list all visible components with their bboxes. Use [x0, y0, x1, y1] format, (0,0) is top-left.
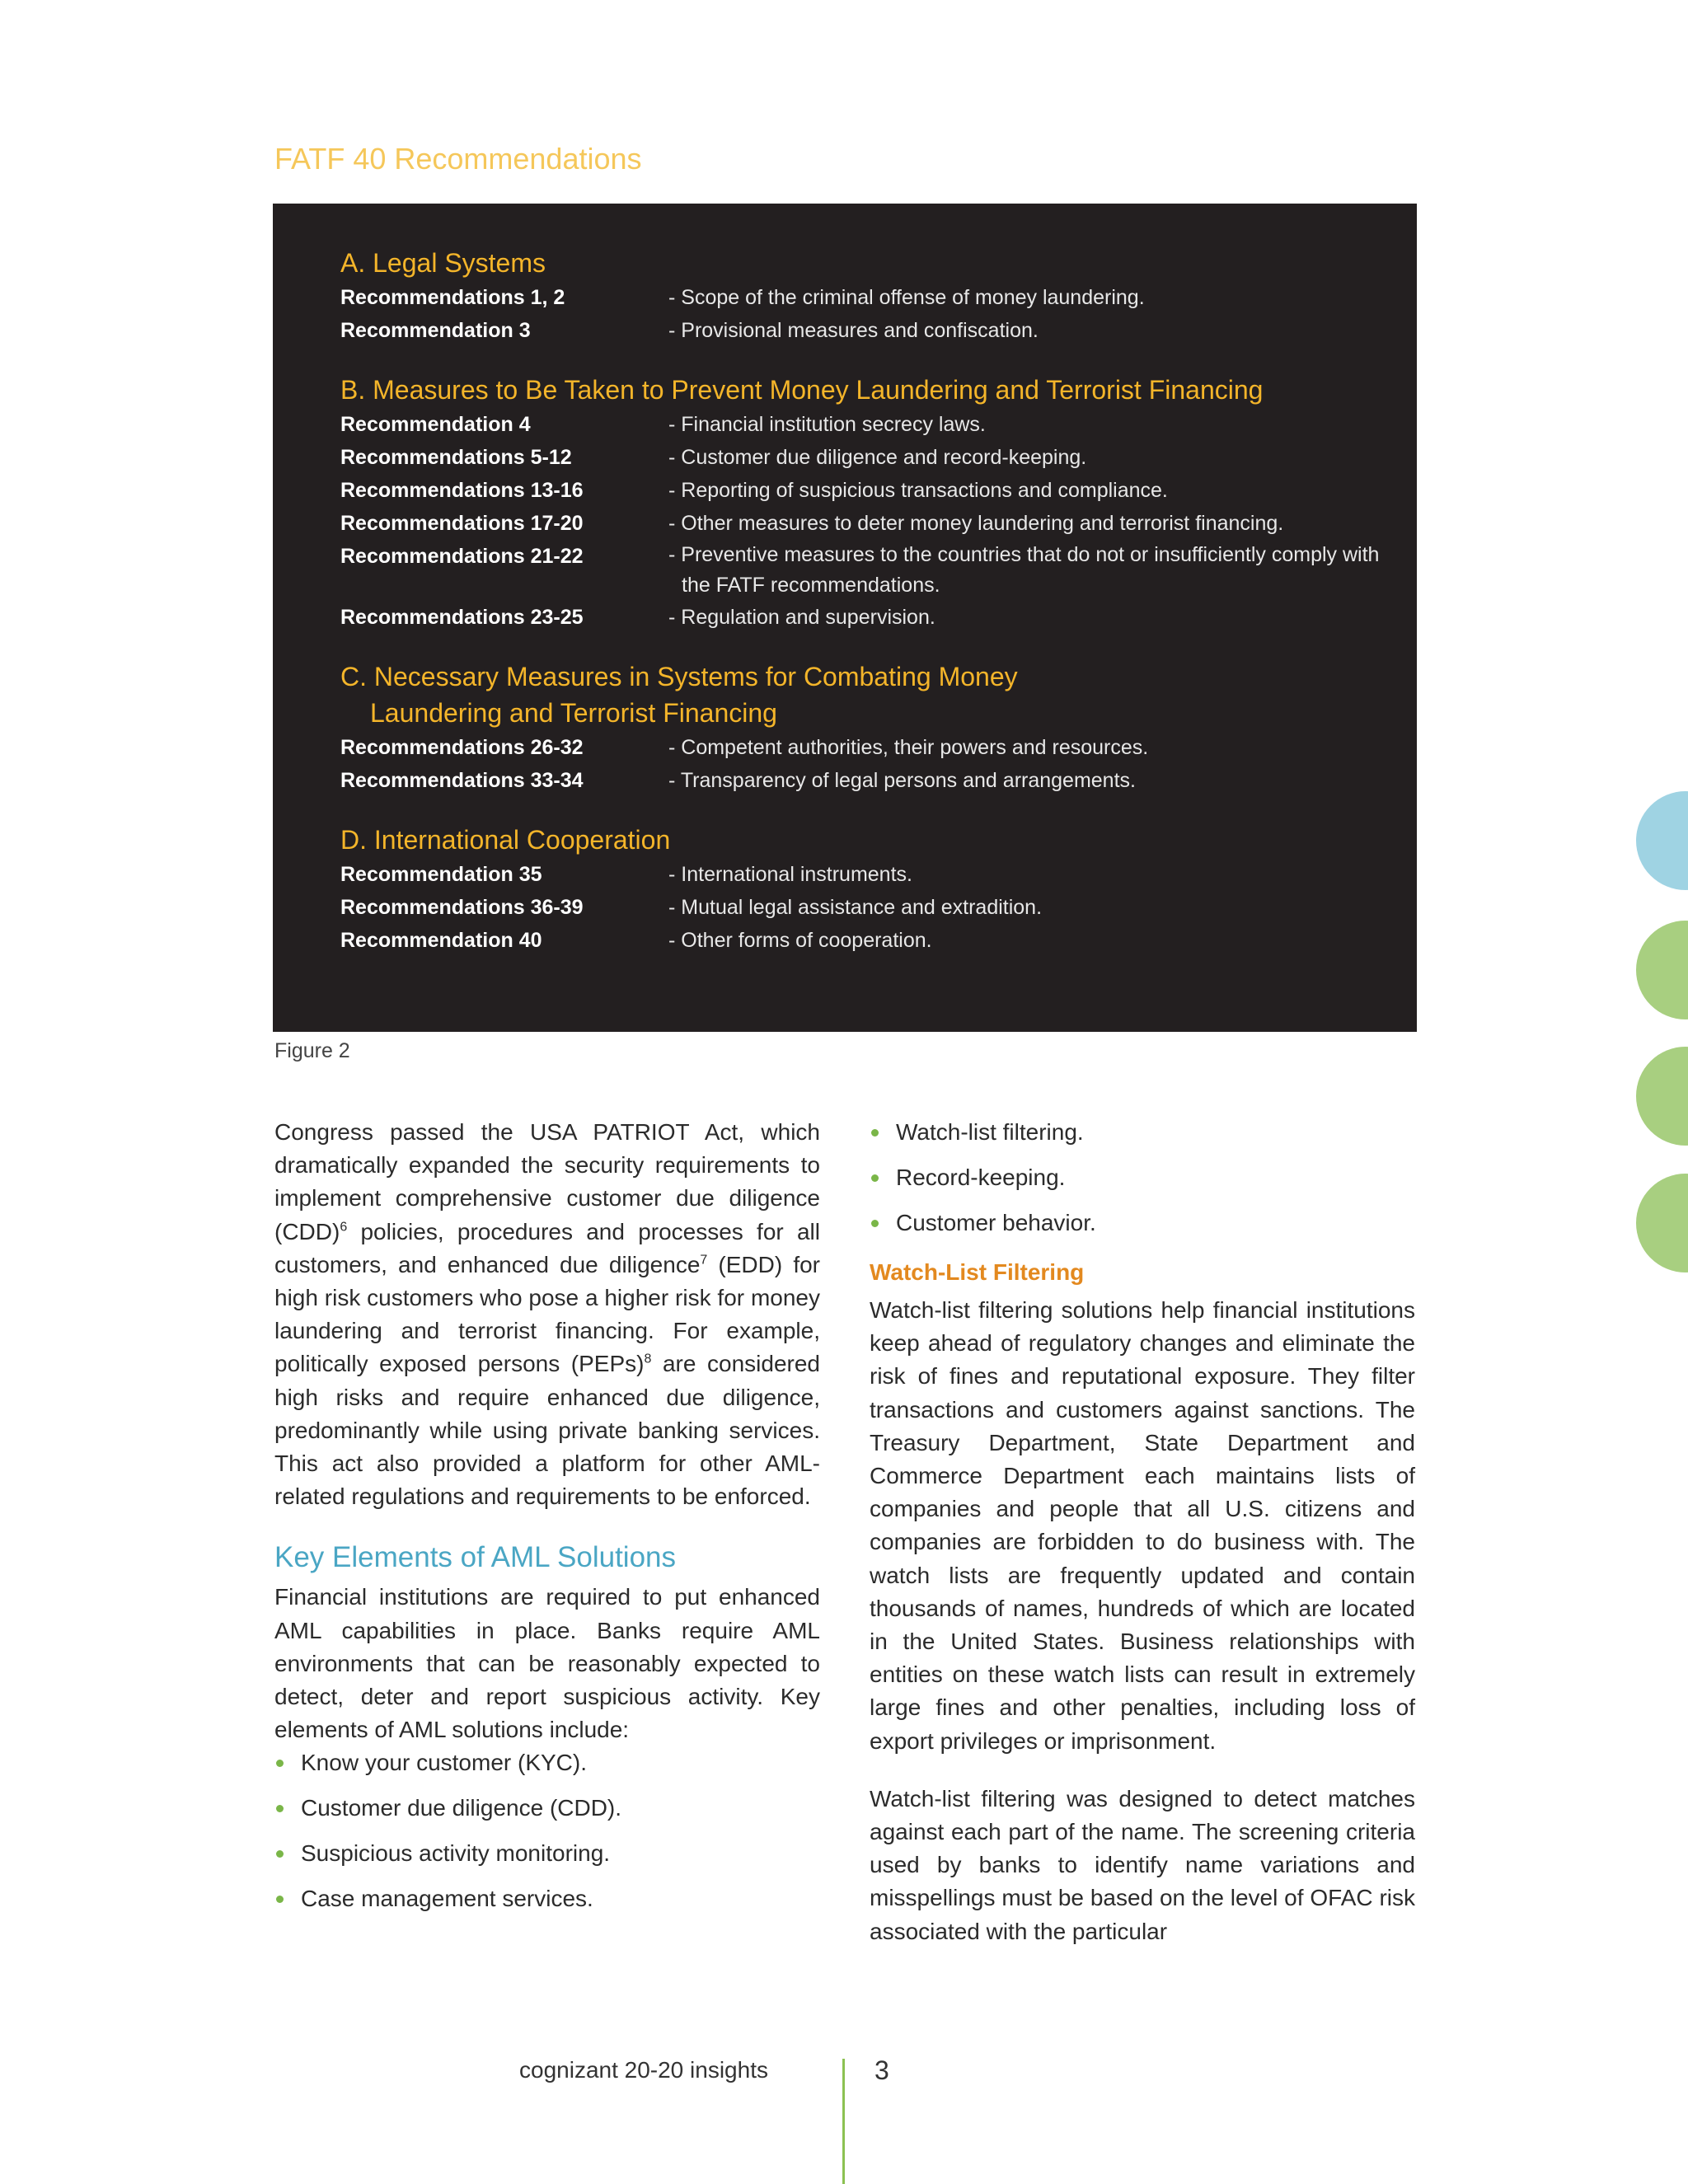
body-paragraph-patriot-act [274, 1116, 820, 1513]
list-item-text: Customer behavior. [896, 1210, 1096, 1235]
rec-name: Recommendation 4 [340, 413, 531, 436]
section-heading-a: A. Legal Systems [340, 248, 546, 278]
rec-row [340, 408, 1387, 441]
rec-row [340, 764, 1387, 797]
bullet-icon [276, 1850, 284, 1858]
section-heading-c-line1: C. Necessary Measures in Systems for Combating Money [340, 662, 1018, 691]
rec-row [340, 441, 1387, 474]
decorative-circle-green [1636, 921, 1688, 1019]
list-item-text: Know your customer (KYC). [301, 1750, 587, 1776]
rec-name: Recommendations 26-32 [340, 736, 584, 759]
figure-caption: Figure 2 [274, 1039, 350, 1062]
footer-divider [842, 2059, 845, 2184]
figure-content [340, 245, 1387, 957]
list-item-text: Case management services. [301, 1886, 593, 1912]
rec-row [340, 281, 1387, 314]
rec-name: Recommendations 17-20 [340, 512, 584, 535]
rec-desc: - Competent authorities, their powers and resources. [668, 736, 1149, 759]
rec-row [340, 731, 1387, 764]
text-run: Congress passed the USA PATRIOT Act, which dramatically expanded the security requirements to implement comprehensive customer due diligence (CDD) [274, 1119, 820, 1244]
bullet-list-aml-elements [274, 1746, 820, 1915]
footer-brand: cognizant 20-20 insights [519, 2057, 768, 2083]
rec-desc: - Customer due diligence and record-keeping. [668, 446, 1087, 469]
section-heading-key-elements: Key Elements of AML Solutions [274, 1541, 677, 1574]
list-item [274, 1792, 820, 1825]
list-item-text: Watch-list filtering. [896, 1119, 1084, 1145]
footnote-ref: 7 [700, 1253, 708, 1268]
rec-name: Recommendations 36-39 [340, 896, 584, 919]
rec-name: Recommendation 3 [340, 319, 531, 342]
bullet-icon [871, 1220, 879, 1227]
rec-row [340, 891, 1387, 924]
fatf-recommendations-figure [273, 204, 1417, 1032]
bullet-icon [276, 1896, 284, 1903]
rec-name: Recommendation 40 [340, 929, 542, 952]
bullet-icon [871, 1174, 879, 1182]
page-number: 3 [874, 2055, 889, 2085]
list-item [870, 1116, 1415, 1149]
bullet-icon [871, 1129, 879, 1137]
rec-desc: - Reporting of suspicious transactions and compliance. [668, 479, 1168, 502]
rec-row [340, 858, 1387, 891]
footnote-ref: 6 [340, 1220, 348, 1235]
bullet-icon [276, 1805, 284, 1812]
rec-name: Recommendations 21-22 [340, 545, 584, 568]
rec-name: Recommendations 5-12 [340, 446, 572, 469]
text-run: policies, procedures and processes for all customers, and enhanced due diligence [274, 1218, 820, 1277]
body-paragraph-key-elements: Financial institutions are required to put enhanced AML capabilities in place. Banks require AML environments that can be reasonably expected to detect, deter and report suspicious activity. Key elements of AML solutions include: [274, 1584, 820, 1743]
body-paragraph-watch-list-2: Watch-list filtering was designed to detect matches against each part of the name. The screening criteria used by banks to identify name variations and misspellings must be based on the level of OFAC risk associated with the particular [870, 1785, 1415, 1944]
decorative-circle-green [1636, 1174, 1688, 1272]
figure-title: FATF 40 Recommendations [274, 142, 642, 176]
text-run: (EDD) for high risk customers who pose a higher risk for money laundering and terrorist financing. For example, politically exposed persons (PEPs) [274, 1251, 820, 1377]
bullet-list-aml-elements-continued [870, 1116, 1415, 1240]
rec-name: Recommendation 35 [340, 863, 542, 886]
list-item [870, 1207, 1415, 1240]
rec-desc: - Preventive measures to the countries that do not or insufficiently comply with the FATF recommendations. [668, 543, 1380, 597]
list-item [274, 1746, 820, 1779]
list-item [870, 1161, 1415, 1194]
section-heading-watch-list: Watch-List Filtering [870, 1259, 1085, 1285]
rec-desc: - Transparency of legal persons and arrangements. [668, 769, 1136, 792]
rec-row [340, 924, 1387, 957]
rec-desc: - Financial institution secrecy laws. [668, 413, 986, 436]
section-heading-c [340, 658, 1387, 731]
decorative-circle-blue [1636, 791, 1688, 890]
list-item-text: Record-keeping. [896, 1165, 1066, 1190]
list-item [274, 1837, 820, 1870]
rec-desc: - Other measures to deter money laundering and terrorist financing. [668, 512, 1284, 535]
list-item-text: Suspicious activity monitoring. [301, 1840, 611, 1867]
section-heading-b: B. Measures to Be Taken to Prevent Money Laundering and Terrorist Financing [340, 375, 1264, 405]
rec-row [340, 474, 1387, 507]
decorative-circle-green [1636, 1047, 1688, 1146]
rec-desc: - Regulation and supervision. [668, 606, 935, 629]
rec-name: Recommendations 13-16 [340, 479, 584, 502]
body-paragraph-watch-list-1: Watch-list filtering solutions help financial institutions keep ahead of regulatory changes and eliminate the risk of fines and reputational exposure. They filter transactions and customers against sanctions. The Treasury Department, State Department and Commerce Department each maintains lists of companies and people that all U.S. citizens and companies are forbidden to do business with. The watch lists are frequently updated and contain thousands of names, hundreds of which are located in the United States. Business relationships with entities on these watch lists can result in extremely large fines and other penalties, including loss of export privileges or imprisonment. [870, 1297, 1415, 1754]
rec-row [340, 314, 1387, 347]
rec-row [340, 601, 1387, 634]
rec-row [340, 540, 1387, 601]
rec-desc: - Provisional measures and confiscation. [668, 319, 1039, 342]
text-run: are considered high risks and require enhanced due diligence, predominantly while using private banking services. This act also provided a platform for other AML-related regulations and requirements to be enforced. [274, 1351, 820, 1510]
rec-name: Recommendations 1, 2 [340, 286, 565, 309]
left-column [274, 1116, 820, 1928]
bullet-icon [276, 1760, 284, 1767]
section-heading-c-line2: Laundering and Terrorist Financing [370, 698, 777, 728]
list-item-text: Customer due diligence (CDD). [301, 1795, 622, 1821]
rec-name: Recommendations 33-34 [340, 769, 584, 792]
rec-name: Recommendations 23-25 [340, 606, 584, 629]
rec-desc: - Scope of the criminal offense of money laundering. [668, 286, 1145, 309]
right-column [870, 1116, 1415, 1948]
rec-row [340, 507, 1387, 540]
section-heading-d: D. International Cooperation [340, 825, 671, 855]
rec-desc: - Other forms of cooperation. [668, 929, 932, 952]
rec-desc: - International instruments. [668, 863, 912, 886]
list-item [274, 1882, 820, 1915]
footnote-ref: 8 [644, 1352, 652, 1367]
rec-desc: - Mutual legal assistance and extradition. [668, 896, 1043, 919]
